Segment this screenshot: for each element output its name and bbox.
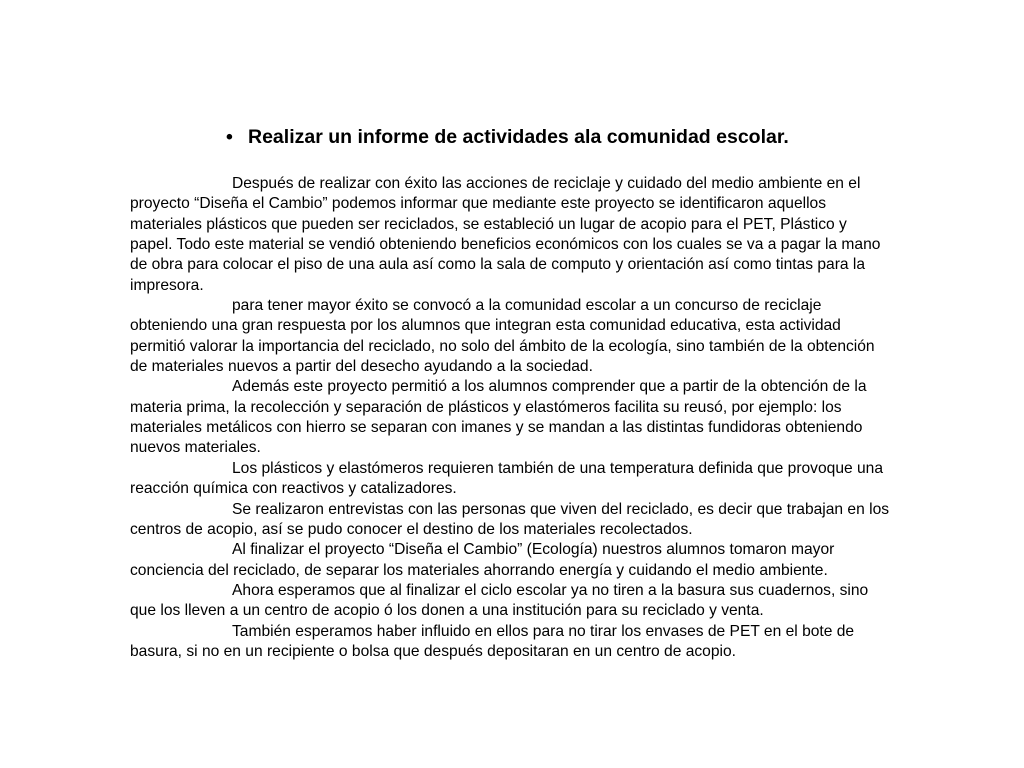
text-line: nuevos materiales. (130, 439, 261, 457)
text-line: materiales metálicos con hierro se separan con imanes y se mandan a las distintas fundidoras obteniendo (130, 419, 863, 437)
text-line: materia prima, la recolección y separación de plásticos y elastómeros facilita su reusó, por ejemplo: los (130, 398, 842, 416)
text-line: Los plásticos y elastómeros requieren también de una temperatura definida que provoque una (232, 459, 884, 477)
bullet-icon: • (226, 126, 233, 148)
paragraph (130, 500, 960, 541)
heading-text: Realizar un informe de actividades ala comunidad escolar. (248, 126, 789, 148)
text-line: Ahora esperamos que al finalizar el ciclo escolar ya no tiren a la basura sus cuadernos, sino (232, 581, 869, 599)
slide-heading (226, 126, 789, 149)
text-line: También esperamos haber influido en ellos para no tirar los envases de PET en el bote de (232, 622, 855, 640)
text-line: basura, si no en un recipiente o bolsa que después depositaran en un centro de acopio. (130, 642, 736, 660)
text-line: conciencia del reciclado, de separar los materiales ahorrando energía y cuidando el medio ambiente. (130, 561, 828, 579)
text-line: papel. Todo este material se vendió obteniendo beneficios económicos con los cuales se va a pagar la mano (130, 236, 881, 254)
text-line: obteniendo una gran respuesta por los alumnos que integran esta comunidad educativa, esta actividad (130, 317, 841, 335)
text-line: de obra para colocar el piso de una aula así como la sala de computo y orientación así como tintas para la (130, 256, 866, 274)
paragraph (130, 459, 960, 500)
text-line: Al finalizar el proyecto “Diseña el Cambio” (Ecología) nuestros alumnos tomaron mayor (232, 541, 835, 559)
paragraph (130, 581, 960, 622)
text-line: Después de realizar con éxito las acciones de reciclaje y cuidado del medio ambiente en el (232, 175, 861, 192)
text-line: impresora. (130, 276, 204, 294)
paragraph (130, 540, 960, 581)
text-line: reacción química con reactivos y catalizadores. (130, 480, 457, 498)
text-line: materiales plásticos que pueden ser reciclados, se estableció un lugar de acopio para el PET, Plástico y (130, 215, 847, 233)
paragraph (130, 296, 960, 377)
paragraph (130, 377, 960, 458)
paragraph (130, 174, 960, 296)
text-line: centros de acopio, así se pudo conocer el destino de los materiales recolectados. (130, 520, 693, 538)
paragraph (130, 622, 960, 663)
text-line: de materiales nuevos a partir del desecho ayudando a la sociedad. (130, 358, 593, 376)
text-line: Además este proyecto permitió a los alumnos comprender que a partir de la obtención de la (232, 378, 867, 396)
text-line: permitió valorar la importancia del reciclado, no solo del ámbito de la ecología, sino también de la obtención (130, 337, 875, 355)
text-line: que los lleven a un centro de acopio ó los donen a una institución para su reciclado y venta. (130, 602, 764, 620)
text-line: para tener mayor éxito se convocó a la comunidad escolar a un concurso de reciclaje (232, 297, 822, 315)
report-body (130, 174, 960, 662)
text-line: Se realizaron entrevistas con las personas que viven del reciclado, es decir que trabajan en los (232, 500, 890, 518)
text-line: proyecto “Diseña el Cambio” podemos informar que mediante este proyecto se identificaron aquellos (130, 195, 827, 213)
